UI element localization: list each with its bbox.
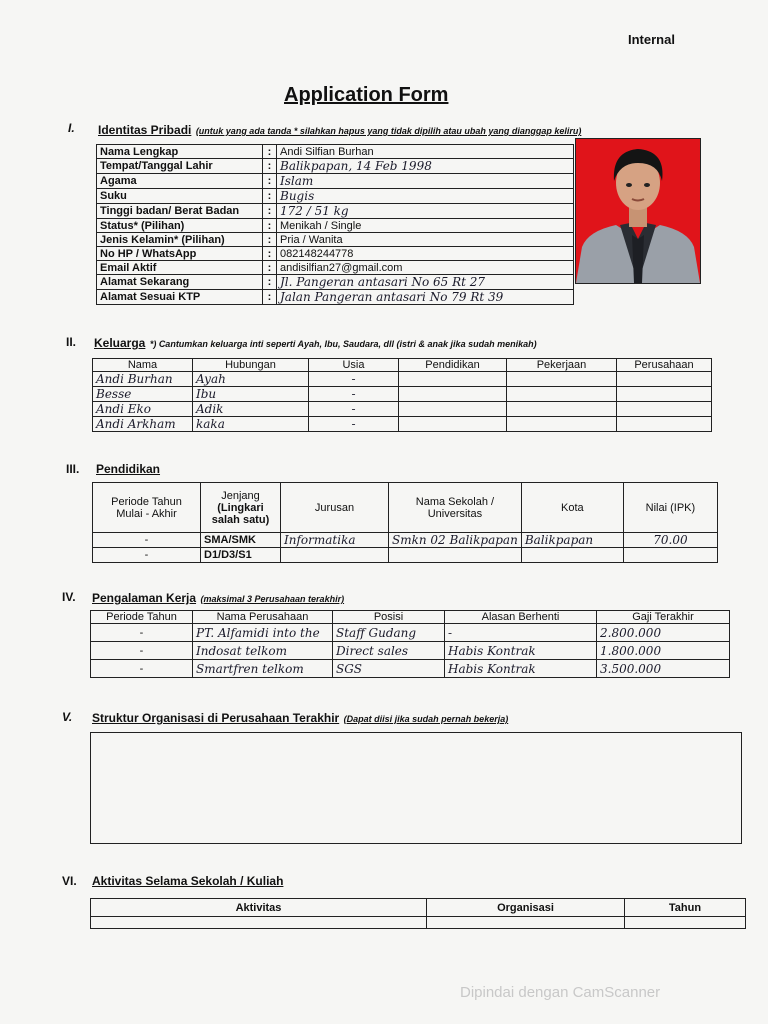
camscanner-watermark: Dipindai dengan CamScanner <box>460 984 661 1001</box>
family-col-header: Nama <box>93 359 193 372</box>
education-row <box>93 548 718 563</box>
section-3-title: Pendidikan <box>96 462 161 476</box>
work-cell: 3.500.000 <box>597 660 730 678</box>
field-colon: : <box>263 145 277 159</box>
work-cell: PT. Alfamidi into the <box>193 624 333 642</box>
section-5-heading <box>92 709 508 727</box>
field-colon: : <box>263 159 277 174</box>
col-jenjang: Jenjang (Lingkari salah satu) <box>201 483 281 533</box>
education-row <box>93 533 718 548</box>
work-row <box>91 642 730 660</box>
section-2-heading <box>94 334 537 352</box>
identity-row <box>97 174 574 189</box>
family-cell: kaka <box>193 417 309 432</box>
form-title: Application Form <box>284 84 449 106</box>
work-cell: - <box>445 624 597 642</box>
identity-row <box>97 204 574 219</box>
field-label: Tempat/Tanggal Lahir <box>97 159 263 174</box>
work-table <box>90 610 730 678</box>
org-structure-box <box>90 732 742 844</box>
identity-row <box>97 261 574 275</box>
family-cell: Andi Eko <box>93 402 193 417</box>
section-3-number: III. <box>66 462 80 476</box>
section-6-number: VI. <box>62 874 77 888</box>
family-col-header: Pendidikan <box>399 359 507 372</box>
family-cell: Andi Arkham <box>93 417 193 432</box>
section-1-number: I. <box>68 121 75 135</box>
field-label: No HP / WhatsApp <box>97 247 263 261</box>
work-col-header: Periode Tahun <box>91 611 193 624</box>
identity-row <box>97 275 574 290</box>
field-label: Alamat Sesuai KTP <box>97 290 263 305</box>
work-row <box>91 660 730 678</box>
field-colon: : <box>263 275 277 290</box>
field-value: Andi Silfian Burhan <box>277 145 574 159</box>
section-2-note: *) Cantumkan keluarga inti seperti Ayah, Ibu, Saudara, dll (istri & anak jika sudah menikah) <box>149 339 537 349</box>
education-sekolah-cell: Smkn 02 Balikpapan <box>389 533 522 548</box>
work-cell: Indosat telkom <box>193 642 333 660</box>
field-colon: : <box>263 261 277 275</box>
field-colon: : <box>263 290 277 305</box>
family-cell <box>399 417 507 432</box>
col-jurusan: Jurusan <box>281 483 389 533</box>
work-cell: Habis Kontrak <box>445 642 597 660</box>
education-jenjang-cell: D1/D3/S1 <box>201 548 281 563</box>
field-value: Jalan Pangeran antasari No 79 Rt 39 <box>277 290 574 305</box>
education-periode-cell: - <box>93 548 201 563</box>
identity-table <box>96 144 574 305</box>
identity-row <box>97 145 574 159</box>
family-cell: Adik <box>193 402 309 417</box>
section-4-title: Pengalaman Kerja <box>92 591 197 605</box>
work-col-header: Alasan Berhenti <box>445 611 597 624</box>
family-table <box>92 358 712 432</box>
identity-row <box>97 189 574 204</box>
col-nilai: Nilai (IPK) <box>623 483 717 533</box>
work-row <box>91 624 730 642</box>
family-cell <box>399 402 507 417</box>
work-cell: SGS <box>333 660 445 678</box>
field-value: Pria / Wanita <box>277 233 574 247</box>
education-sekolah-cell <box>389 548 522 563</box>
family-cell: Ibu <box>193 387 309 402</box>
family-col-header: Pekerjaan <box>507 359 617 372</box>
family-row <box>93 372 712 387</box>
work-cell: - <box>91 624 193 642</box>
family-cell <box>507 387 617 402</box>
work-col-header: Posisi <box>333 611 445 624</box>
education-jenjang-cell: SMA/SMK <box>201 533 281 548</box>
work-col-header: Nama Perusahaan <box>193 611 333 624</box>
family-cell <box>617 402 712 417</box>
field-colon: : <box>263 233 277 247</box>
work-cell: Direct sales <box>333 642 445 660</box>
family-cell: - <box>309 372 399 387</box>
family-cell <box>507 372 617 387</box>
work-cell: - <box>91 642 193 660</box>
family-cell <box>507 417 617 432</box>
section-5-title: Struktur Organisasi di Perusahaan Terakhir <box>92 711 340 725</box>
family-row <box>93 402 712 417</box>
identity-row <box>97 159 574 174</box>
activity-table <box>90 898 746 929</box>
col-sekolah: Nama Sekolah / Universitas <box>389 483 522 533</box>
col-periode: Periode Tahun Mulai - Akhir <box>93 483 201 533</box>
organisasi-cell <box>427 917 625 929</box>
family-cell: Besse <box>93 387 193 402</box>
education-periode-cell: - <box>93 533 201 548</box>
field-value: 172 / 51 kg <box>277 204 574 219</box>
education-nilai-cell: 70.00 <box>623 533 717 548</box>
identity-row <box>97 233 574 247</box>
col-kota: Kota <box>521 483 623 533</box>
field-value: Jl. Pangeran antasari No 65 Rt 27 <box>277 275 574 290</box>
family-col-header: Usia <box>309 359 399 372</box>
section-5-number: V. <box>62 710 73 724</box>
family-cell: Ayah <box>193 372 309 387</box>
section-2-title: Keluarga <box>94 336 146 350</box>
activity-col-header: Organisasi <box>427 899 625 917</box>
identity-row <box>97 219 574 233</box>
family-cell: Andi Burhan <box>93 372 193 387</box>
family-row <box>93 387 712 402</box>
education-kota-cell: Balikpapan <box>521 533 623 548</box>
field-label: Status* (Pilihan) <box>97 219 263 233</box>
section-1-note: (untuk yang ada tanda * silahkan hapus yang tidak dipilih atau ubah yang dianggap keliru) <box>195 126 582 136</box>
section-1-heading <box>98 121 581 139</box>
field-value: Islam <box>277 174 574 189</box>
field-value: Menikah / Single <box>277 219 574 233</box>
work-cell: Staff Gudang <box>333 624 445 642</box>
work-cell: 2.800.000 <box>597 624 730 642</box>
education-jurusan-cell: Informatika <box>281 533 389 548</box>
field-label: Jenis Kelamin* (Pilihan) <box>97 233 263 247</box>
family-cell <box>617 387 712 402</box>
activity-col-header: Aktivitas <box>91 899 427 917</box>
field-colon: : <box>263 189 277 204</box>
work-col-header: Gaji Terakhir <box>597 611 730 624</box>
field-label: Suku <box>97 189 263 204</box>
field-value: andisilfian27@gmail.com <box>277 261 574 275</box>
identity-row <box>97 290 574 305</box>
section-4-note: (maksimal 3 Perusahaan terakhir) <box>200 594 345 604</box>
education-kota-cell <box>521 548 623 563</box>
field-value: 082148244778 <box>277 247 574 261</box>
field-label: Agama <box>97 174 263 189</box>
family-col-header: Perusahaan <box>617 359 712 372</box>
section-2-number: II. <box>66 335 77 349</box>
education-table <box>92 482 718 563</box>
activity-col-header: Tahun <box>625 899 746 917</box>
family-cell: - <box>309 387 399 402</box>
work-cell: - <box>91 660 193 678</box>
work-cell: Smartfren telkom <box>193 660 333 678</box>
activity-cell <box>91 917 427 929</box>
family-cell <box>617 417 712 432</box>
section-6-title: Aktivitas Selama Sekolah / Kuliah <box>92 874 284 888</box>
field-label: Alamat Sekarang <box>97 275 263 290</box>
field-colon: : <box>263 174 277 189</box>
field-colon: : <box>263 219 277 233</box>
education-jurusan-cell <box>281 548 389 563</box>
section-5-note: (Dapat diisi jika sudah pernah bekerja) <box>343 714 509 724</box>
identity-row <box>97 247 574 261</box>
family-row <box>93 417 712 432</box>
education-nilai-cell <box>623 548 717 563</box>
family-col-header: Hubungan <box>193 359 309 372</box>
family-cell <box>507 402 617 417</box>
classification-label: Internal <box>628 32 675 47</box>
section-4-number: IV. <box>62 590 76 604</box>
field-label: Tinggi badan/ Berat Badan <box>97 204 263 219</box>
field-label: Email Aktif <box>97 261 263 275</box>
tahun-cell <box>625 917 746 929</box>
field-colon: : <box>263 247 277 261</box>
family-cell <box>617 372 712 387</box>
family-cell: - <box>309 402 399 417</box>
field-value: Bugis <box>277 189 574 204</box>
work-cell: Habis Kontrak <box>445 660 597 678</box>
section-4-heading <box>92 589 344 607</box>
work-cell: 1.800.000 <box>597 642 730 660</box>
section-1-title: Identitas Pribadi <box>98 123 192 137</box>
family-cell <box>399 372 507 387</box>
family-cell: - <box>309 417 399 432</box>
field-value: Balikpapan, 14 Feb 1998 <box>277 159 574 174</box>
field-colon: : <box>263 204 277 219</box>
family-cell <box>399 387 507 402</box>
field-label: Nama Lengkap <box>97 145 263 159</box>
applicant-photo <box>575 138 701 284</box>
